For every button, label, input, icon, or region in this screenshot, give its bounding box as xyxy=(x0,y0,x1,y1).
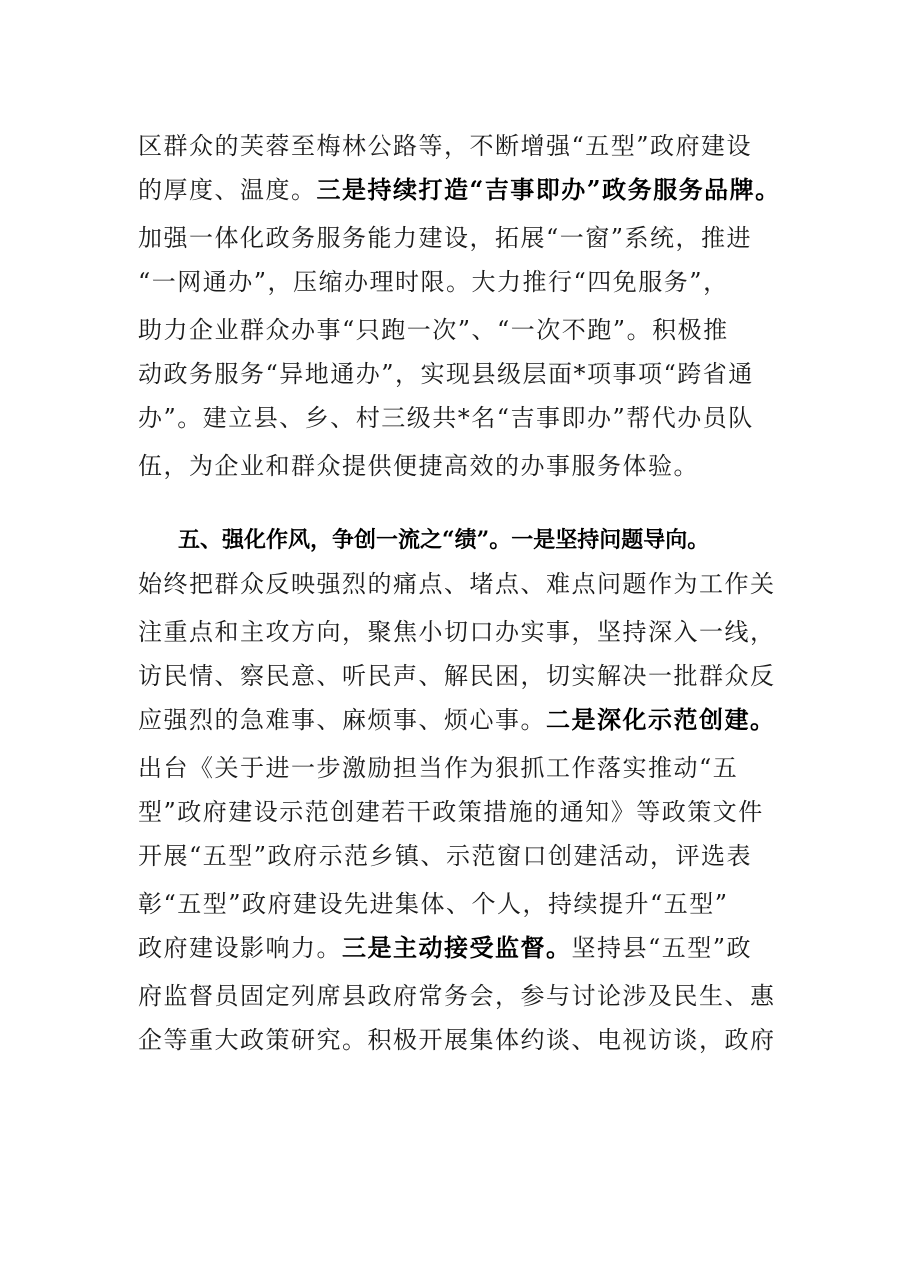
bold-heading-segment: 五、强化作风，争创一流之“绩”。一是坚持问题导向。 xyxy=(178,527,710,553)
text-line xyxy=(138,1020,798,1060)
text-segment: 区群众的芙蓉至梅林公路等，不断增强“五型”政府建设 xyxy=(138,132,753,160)
text-line xyxy=(138,398,798,438)
text-line xyxy=(138,354,798,394)
text-line xyxy=(178,520,838,560)
text-line xyxy=(138,612,798,652)
text-segment: 应强烈的急难事、麻烦事、烦心事。 xyxy=(138,706,546,734)
text-line xyxy=(138,262,798,302)
text-line xyxy=(138,170,798,210)
text-segment: 办”。建立县、乡、村三级共*名“吉事即办”帮代办员队 xyxy=(138,404,754,432)
bold-heading-segment: 三是持续打造“吉事即办”政务服务品牌。 xyxy=(316,175,781,204)
text-line xyxy=(138,792,798,832)
text-line xyxy=(138,218,798,258)
text-line xyxy=(138,884,798,924)
text-segment: 府监督员固定列席县政府常务会，参与讨论涉及民生、惠 xyxy=(138,982,776,1010)
text-segment: 型”政府建设示范创建若干政策措施的通知》等政策文件 xyxy=(138,798,764,826)
text-segment: 企等重大政策研究。积极开展集体约谈、电视访谈，政府 xyxy=(138,1026,776,1054)
text-segment: 加强一体化政务服务能力建设，拓展“一窗”系统，推进 xyxy=(138,224,753,252)
text-segment: “一网通办”，压缩办理时限。大力推行“四免服务”， xyxy=(138,268,729,296)
text-segment: 访民情、察民意、听民声、解民困，切实解决一批群众反 xyxy=(138,662,776,690)
text-line xyxy=(138,310,798,350)
text-segment: 注重点和主攻方向，聚焦小切口办实事，坚持深入一线， xyxy=(138,618,776,646)
text-line xyxy=(138,446,798,486)
text-segment: 政府建设影响力。 xyxy=(138,934,342,962)
text-line xyxy=(138,126,798,166)
text-segment: 助力企业群众办事“只跑一次”、“一次不跑”。积极推 xyxy=(138,316,729,344)
text-line xyxy=(138,748,798,788)
text-segment: 的厚度、温度。 xyxy=(138,176,317,204)
bold-heading-segment: 三是主动接受监督。 xyxy=(342,933,572,962)
text-line xyxy=(138,564,798,604)
text-segment: 开展“五型”政府示范乡镇、示范窗口创建活动，评选表 xyxy=(138,842,753,870)
bold-heading-segment: 二是深化示范创建。 xyxy=(546,705,776,734)
text-segment: 伍，为企业和群众提供便捷高效的办事服务体验。 xyxy=(138,452,699,480)
text-line xyxy=(138,700,798,740)
text-segment: 始终把群众反映强烈的痛点、堵点、难点问题作为工作关 xyxy=(138,570,776,598)
text-segment: 出台《关于进一步激励担当作为狠抓工作落实推动“五 xyxy=(138,754,739,782)
text-line xyxy=(138,836,798,876)
text-line xyxy=(138,976,798,1016)
text-line xyxy=(138,928,798,968)
text-segment: 彰“五型”政府建设先进集体、个人，持续提升“五型” xyxy=(138,890,729,918)
text-segment: 动政务服务“异地通办”，实现县级层面*项事项“跨省通 xyxy=(138,360,754,388)
text-line xyxy=(138,656,798,696)
text-segment: 坚持县“五型”政 xyxy=(571,934,753,962)
